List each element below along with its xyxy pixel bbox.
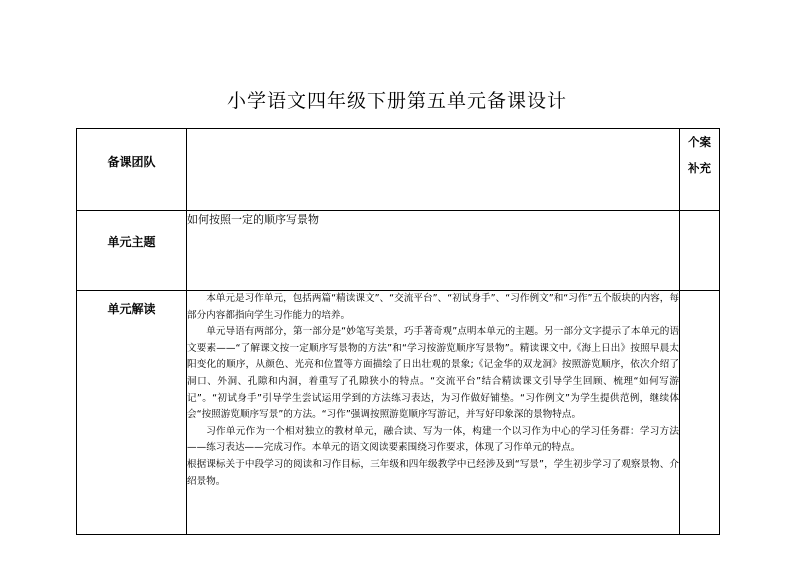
- analysis-content: [187, 291, 680, 535]
- analysis-paragraph-1: 本单元是习作单元，包括两篇“精读课文”、“交流平台”、“初试身手”、“习作例文”和“习作”五个版块的内容，每部分内容都指向学生习作能力的培养。: [187, 293, 679, 321]
- analysis-paragraph-4: 根据课标关于中段学习的阅读和习作目标，三年级和四年级教学中已经涉及到“写景”，学生初步学习了观察景物、介绍景物。: [187, 458, 679, 487]
- theme-supplement-cell: [680, 211, 720, 291]
- row-analysis: [77, 291, 720, 535]
- row-team: [77, 129, 720, 211]
- lesson-plan-table: [76, 128, 720, 535]
- page-title: 小学语文四年级下册第五单元备课设计: [226, 90, 567, 112]
- analysis-paragraph-2: 单元导语有两部分，第一部分是“妙笔写美景，巧手著奇观”点明本单元的主题。另一部分文字提示了本单元的语文要素——“了解课文按一定顺序写景物的方法”和“学习按游览顺序写景物”。精读课文中,《海上日出》按照早晨太阳变化的顺序，从颜色、光亮和位置等方面描绘了日出壮观的景象;《记金华的双龙洞》按照游览顺序，依次介绍了洞口、外洞、孔隙和内洞，着重写了孔隙狭小的特点。“交流平台”结合精读课文引导学生回顾、梳理“如何写游记”。“初试身手”引导学生尝试运用学到的方法练习表达，为习作做好铺垫。“习作例文”为学生提供范例，继续体会“按照游览顺序写景”的方法。“习作”强调按照游览顺序写游记，并写好印象深的景物特点。: [187, 326, 679, 421]
- supplement-line1: 个案: [688, 135, 711, 149]
- analysis-paragraph-3: 习作单元作为一个相对独立的教材单元，融合读、写为一体，构建一个以习作为中心的学习任务群：学习方法——练习表达——完成习作。本单元的语文阅读要素围绕习作要求，体现了习作单元的特点。: [187, 425, 679, 454]
- team-value: [187, 129, 680, 211]
- supplement-line2: 补充: [688, 161, 711, 175]
- team-label: 备课团队: [77, 129, 187, 211]
- analysis-label: 单元解读: [77, 291, 187, 535]
- theme-label: 单元主题: [77, 211, 187, 291]
- analysis-supplement-cell: [680, 291, 720, 535]
- theme-value: 如何按照一定的顺序写景物: [187, 211, 680, 291]
- supplement-header: [680, 129, 720, 211]
- row-theme: [77, 211, 720, 291]
